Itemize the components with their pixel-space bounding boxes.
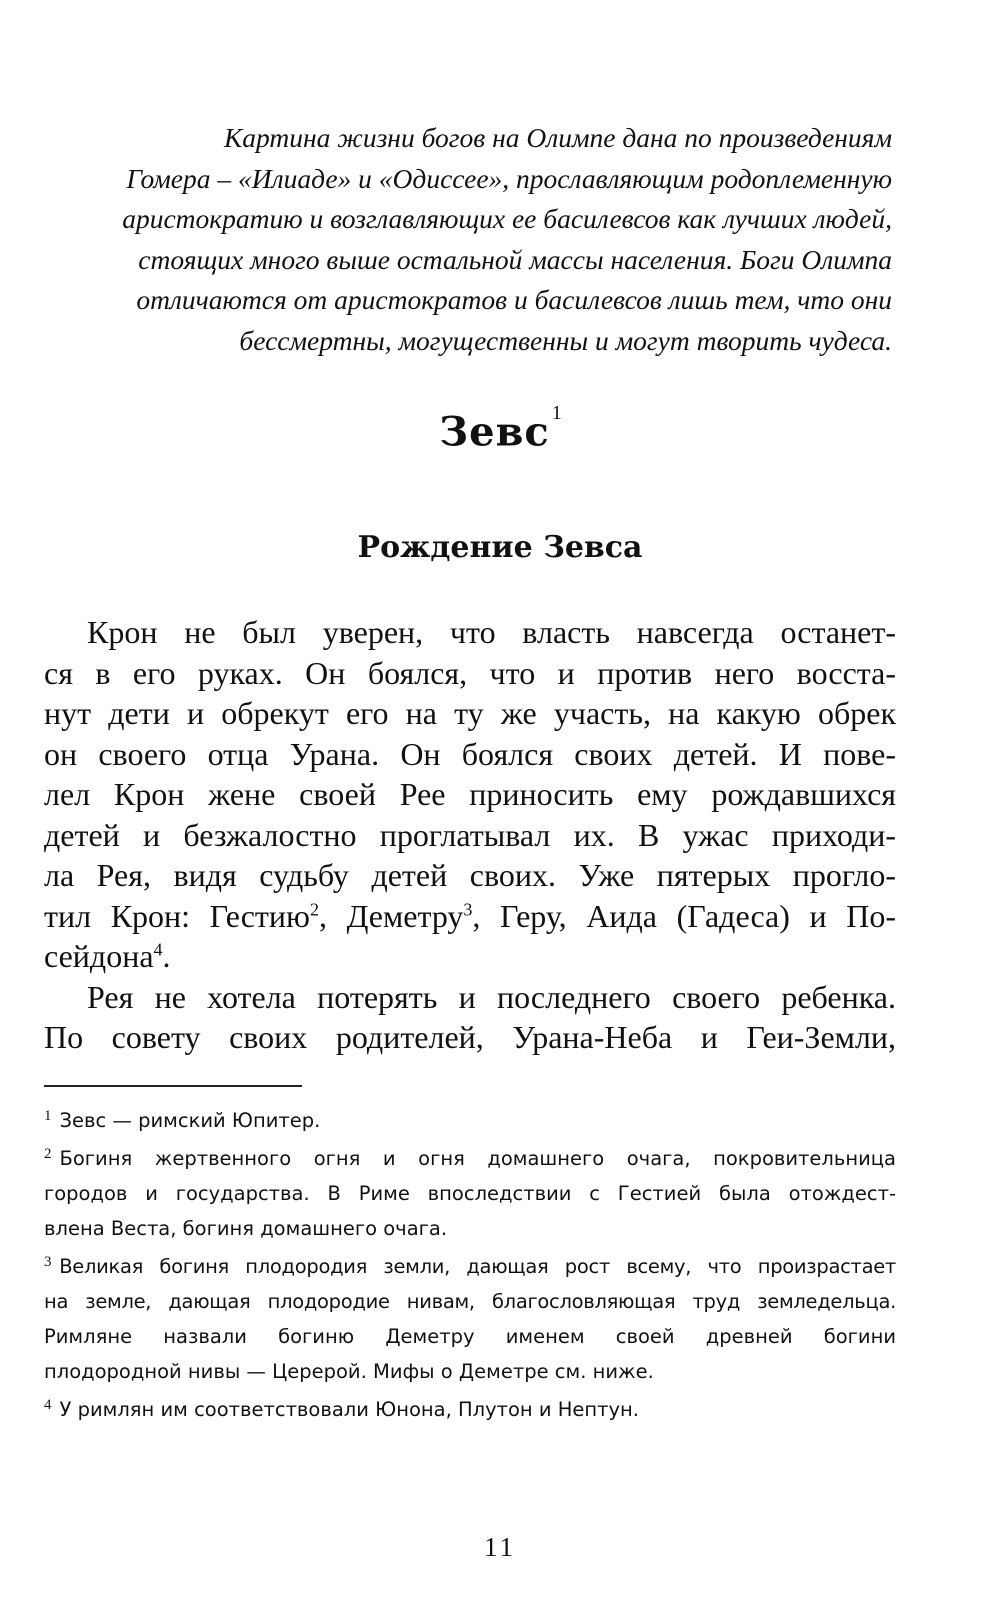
footnote-line: влена Веста, богиня домашнего очага. [44, 1217, 448, 1240]
body-line: нут дети и обрекут его на ту же участь, на какую обрек [44, 695, 896, 731]
footnote-text: Богиня жертвенного огня и огня домашнего очага, покровительница [59, 1147, 896, 1170]
footnote-2 [44, 1141, 896, 1246]
footnote-separator [44, 1085, 302, 1087]
body-text-fragment: , Деметру [318, 897, 464, 934]
body-line: лел Крон жене своей Рее приносить ему рождавшихся [44, 776, 896, 812]
epigraph [40, 118, 892, 361]
footnote-4 [44, 1392, 896, 1427]
footnote-line [44, 1249, 896, 1284]
epigraph-line: Картина жизни богов на Олимпе дана по произведениям [223, 122, 892, 153]
footnote-line: плодородной нивы — Церерой. Мифы о Деметре см. ниже. [44, 1360, 654, 1383]
body-line: Крон не был уверен, что власть навсегда останет- [87, 614, 896, 650]
footnote-ref-1[interactable]: 1 [551, 402, 563, 424]
footnote-number: 3 [44, 1253, 52, 1270]
footnote-ref-2[interactable]: 2 [309, 898, 319, 919]
footnote-line [44, 1141, 896, 1176]
footnote-3 [44, 1249, 896, 1389]
footnote-number: 4 [44, 1396, 52, 1413]
footnote-text: Зевс — римский Юпитер. [59, 1109, 321, 1132]
footnote-text: У римлян им соответствовали Юнона, Плутон и Нептун. [59, 1398, 639, 1421]
chapter-title [0, 400, 1000, 457]
body-text-fragment: . [162, 938, 171, 974]
footnote-line: на земле, дающая плодородие нивам, благословляющая труд земледельца. [44, 1290, 896, 1313]
body-text [44, 612, 896, 1058]
body-line: По совету своих родителей, Урана-Неба и Геи-Земли, [44, 1019, 896, 1055]
chapter-title-text: Зевс [439, 408, 550, 456]
section-title: Рождение Зевса [357, 530, 643, 565]
epigraph-line: отличаются от аристократов и басилевсов лишь тем, что они [136, 284, 892, 315]
footnote-number: 1 [44, 1107, 52, 1124]
body-line: ся в его руках. Он боялся, что и против него восста- [44, 654, 896, 691]
footnote-number: 2 [44, 1145, 52, 1162]
epigraph-line: аристократию и возглавляющих ее басилевсов как лучших людей, [122, 203, 892, 234]
body-text-fragment: , Геру, Аида (Гадеса) и По- [472, 897, 897, 934]
footnote-line [44, 1392, 896, 1427]
body-line [44, 936, 896, 977]
epigraph-line: Гомера – «Илиаде» и «Одиссее», прославляющим родоплеменную [126, 162, 892, 194]
body-line: Рея не хотела потерять и последнего своего ребенка. [87, 978, 896, 1015]
body-text-fragment: тил Крон: Гестию [44, 897, 310, 934]
page-number: 11 [484, 1532, 516, 1562]
body-line: ла Рея, видя судьбу детей своих. Уже пятерых прогло- [44, 857, 896, 893]
footnote-line: городов и государства. В Риме впоследствии с Гестией была отождест- [44, 1182, 896, 1205]
body-text-fragment: сейдона [44, 938, 154, 974]
footnotes [44, 1103, 896, 1430]
body-line: он своего отца Урана. Он боялся своих детей. И пове- [44, 735, 896, 772]
footnote-line [44, 1103, 896, 1138]
footnote-text: Великая богиня плодородия земли, дающая рост всему, что произрастает [59, 1255, 896, 1278]
epigraph-line: стоящих много выше остальной массы населения. Боги Олимпа [138, 243, 892, 275]
body-line: детей и безжалостно проглатывал их. В ужас приходи- [44, 816, 896, 853]
epigraph-line: бессмертны, могущественны и могут творить чудеса. [239, 324, 892, 356]
footnote-ref-4[interactable]: 4 [153, 939, 163, 960]
footnote-1 [44, 1103, 896, 1138]
footnote-line: Римляне назвали богиню Деметру именем своей древней богини [44, 1325, 896, 1348]
body-line [44, 896, 896, 937]
footnote-ref-3[interactable]: 3 [463, 898, 473, 919]
